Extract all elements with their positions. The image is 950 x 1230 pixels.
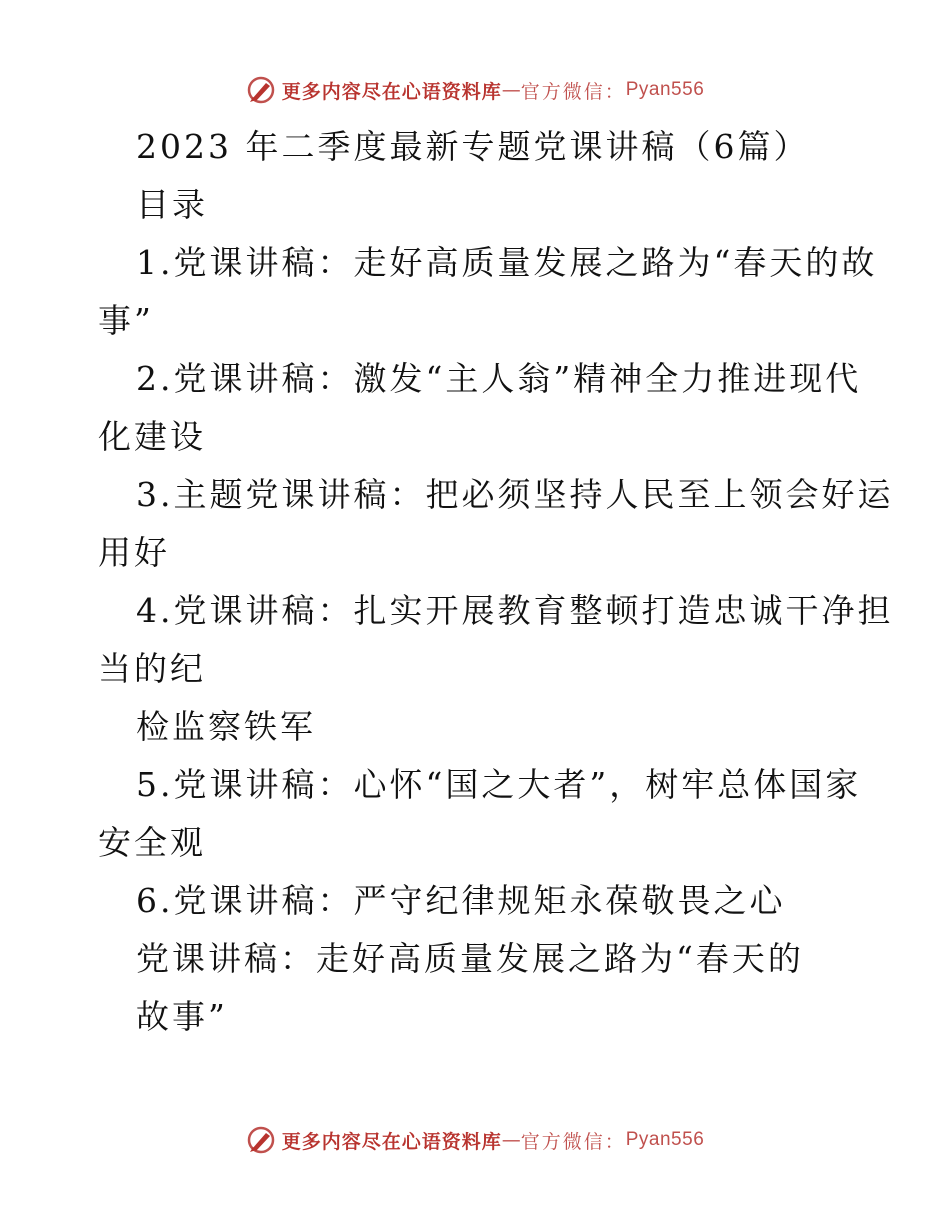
- watermark-banner-top: [0, 72, 950, 108]
- watermark-wechat-id: Pyan556: [625, 1129, 705, 1150]
- toc-item-1-cont: 事”: [98, 301, 154, 340]
- watermark-banner-bottom: [0, 1122, 950, 1158]
- watermark-wechat-id: Pyan556: [625, 79, 705, 100]
- toc-item-5: 5.党课讲稿：心怀“国之大者”，树牢总体国家: [136, 765, 862, 804]
- toc-item-6: 6.党课讲稿：严守纪律规矩永葆敬畏之心: [136, 881, 786, 920]
- watermark-dash: —: [501, 1129, 521, 1151]
- watermark-text: 更多内容尽在心语资料库: [281, 1130, 502, 1153]
- watermark-wechat-label: 官方微信：: [520, 80, 626, 103]
- document-title: 2023 年二季度最新专题党课讲稿（6篇）: [136, 127, 810, 166]
- section-title-cont: 故事”: [136, 997, 228, 1036]
- toc-item-3: 3.主题党课讲稿：把必须坚持人民至上领会好运: [136, 475, 894, 514]
- watermark-text: 更多内容尽在心语资料库: [281, 80, 502, 103]
- toc-item-4-cont: 当的纪: [98, 649, 206, 688]
- toc-item-5-cont: 安全观: [98, 823, 206, 862]
- toc-heading: 目录: [136, 185, 208, 224]
- section-title: 党课讲稿：走好高质量发展之路为“春天的: [136, 939, 804, 978]
- toc-item-4-cont-2: 检监察铁军: [136, 707, 316, 746]
- toc-item-2-cont: 化建设: [98, 417, 206, 456]
- pen-logo-icon: [246, 1125, 276, 1155]
- toc-item-1: 1.党课讲稿：走好高质量发展之路为“春天的故: [136, 243, 878, 282]
- watermark-wechat-label: 官方微信：: [520, 1130, 626, 1153]
- pen-logo-icon: [246, 75, 276, 105]
- toc-item-4: 4.党课讲稿：扎实开展教育整顿打造忠诚干净担: [136, 591, 894, 630]
- watermark-dash: —: [501, 79, 521, 101]
- toc-item-2: 2.党课讲稿：激发“主人翁”精神全力推进现代: [136, 359, 862, 398]
- toc-item-3-cont: 用好: [98, 533, 170, 572]
- document-body: [98, 118, 894, 1046]
